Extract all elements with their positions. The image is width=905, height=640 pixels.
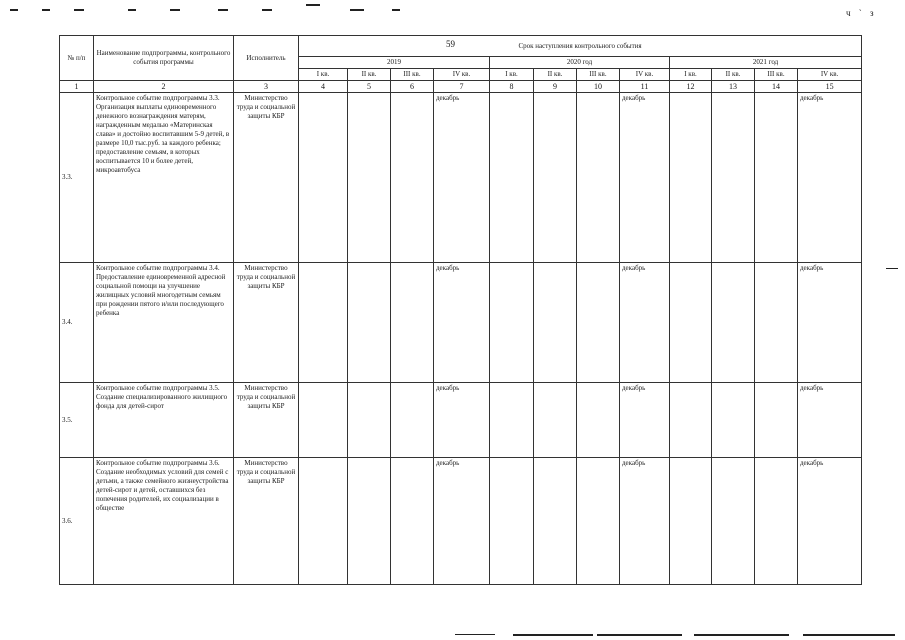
- table-row: [60, 93, 862, 263]
- header-row-title: [60, 36, 862, 57]
- scan-mark: [694, 634, 789, 636]
- header-event-name: Наименование подпрограммы, контрольного события программы: [94, 36, 234, 81]
- term-2020-q4: декабрь: [620, 263, 670, 383]
- term-2020-q4: декабрь: [620, 458, 670, 585]
- term-cell: [670, 93, 712, 263]
- row-number: 3.5.: [60, 383, 94, 458]
- corner-mark: ч ` з: [846, 8, 877, 18]
- term-cell: [299, 458, 348, 585]
- header-quarter: I кв.: [670, 69, 712, 81]
- term-2021-q4: декабрь: [798, 383, 862, 458]
- term-cell: [391, 263, 434, 383]
- header-quarter: IV кв.: [798, 69, 862, 81]
- term-cell: [348, 263, 391, 383]
- term-cell: [534, 458, 577, 585]
- column-number: 13: [712, 81, 755, 93]
- scan-mark: [170, 9, 180, 11]
- term-cell: [577, 263, 620, 383]
- scan-mark: [597, 634, 682, 636]
- scan-mark: [803, 634, 895, 636]
- term-2020-q4: декабрь: [620, 93, 670, 263]
- column-number-row: [60, 81, 862, 93]
- term-cell: [299, 383, 348, 458]
- column-number: 10: [577, 81, 620, 93]
- term-cell: [670, 263, 712, 383]
- term-2021-q4: декабрь: [798, 263, 862, 383]
- header-executor: Исполнитель: [234, 36, 299, 81]
- table-row: [60, 263, 862, 383]
- event-description: Контрольное событие подпрограммы 3.4. Предоставление единовременной адресной социальной помощи на улучшение жилищных условий многодетным семьям при рождении пятого и/или последующего ребенка: [94, 263, 234, 383]
- column-number: 4: [299, 81, 348, 93]
- term-2021-q4: декабрь: [798, 93, 862, 263]
- term-2019-q4: декабрь: [434, 263, 490, 383]
- table-row: [60, 458, 862, 585]
- term-cell: [299, 263, 348, 383]
- column-number: 6: [391, 81, 434, 93]
- scan-mark: [392, 9, 400, 11]
- term-cell: [348, 93, 391, 263]
- scan-mark: [262, 9, 272, 11]
- column-number: 9: [534, 81, 577, 93]
- term-cell: [755, 263, 798, 383]
- term-cell: [712, 263, 755, 383]
- executor: Министерство труда и социальной защиты КБР: [234, 383, 299, 458]
- term-cell: [490, 263, 534, 383]
- term-2020-q4: декабрь: [620, 383, 670, 458]
- column-number: 12: [670, 81, 712, 93]
- column-number: 1: [60, 81, 94, 93]
- header-quarter: IV кв.: [620, 69, 670, 81]
- header-quarter: II кв.: [348, 69, 391, 81]
- term-cell: [534, 263, 577, 383]
- column-number: 8: [490, 81, 534, 93]
- header-quarter: III кв.: [755, 69, 798, 81]
- event-description: Контрольное событие подпрограммы 3.5. Создание специализированного жилищного фонда для детей-сирот: [94, 383, 234, 458]
- term-cell: [577, 93, 620, 263]
- term-cell: [712, 383, 755, 458]
- column-number: 5: [348, 81, 391, 93]
- row-number: 3.4.: [60, 263, 94, 383]
- header-year: 2020 год: [490, 57, 670, 69]
- table-row: [60, 383, 862, 458]
- scan-mark: [10, 9, 18, 11]
- executor: Министерство труда и социальной защиты КБР: [234, 93, 299, 263]
- header-quarter: IV кв.: [434, 69, 490, 81]
- column-number: 14: [755, 81, 798, 93]
- row-number: 3.6.: [60, 458, 94, 585]
- term-cell: [490, 458, 534, 585]
- term-cell: [577, 383, 620, 458]
- header-quarter: III кв.: [391, 69, 434, 81]
- term-2019-q4: декабрь: [434, 93, 490, 263]
- term-cell: [490, 93, 534, 263]
- column-number: 7: [434, 81, 490, 93]
- term-cell: [348, 458, 391, 585]
- executor: Министерство труда и социальной защиты КБР: [234, 458, 299, 585]
- term-cell: [712, 93, 755, 263]
- column-number: 2: [94, 81, 234, 93]
- scan-mark: [455, 634, 495, 635]
- term-cell: [712, 458, 755, 585]
- column-number: 11: [620, 81, 670, 93]
- header-quarter: III кв.: [577, 69, 620, 81]
- event-description: Контрольное событие подпрограммы 3.3. Организация выплаты единовременного денежного вознаграждения матерям, награжденным медалью «Материнская слава» и достойно воспитавшим 5-9 детей, в размере 10,0 тыс.руб. за каждого ребенка; предоставление семьям, в которых воспитывается 10 и более детей, микроавтобуса: [94, 93, 234, 263]
- term-cell: [755, 458, 798, 585]
- scan-mark: [42, 9, 50, 11]
- page-number: 59: [446, 39, 455, 49]
- term-cell: [577, 458, 620, 585]
- term-2019-q4: декабрь: [434, 458, 490, 585]
- term-cell: [348, 383, 391, 458]
- column-number: 15: [798, 81, 862, 93]
- scan-mark: [128, 9, 136, 11]
- scan-mark: [306, 4, 320, 6]
- header-quarter: II кв.: [534, 69, 577, 81]
- term-cell: [755, 93, 798, 263]
- event-description: Контрольное событие подпрограммы 3.6. Создание необходимых условий для семей с детьми, а также семейного жизнеустройства детей-сирот и детей, оставшихся без попечения родителей, их социализации в обществе: [94, 458, 234, 585]
- term-cell: [534, 93, 577, 263]
- term-cell: [391, 383, 434, 458]
- header-year: 2019: [299, 57, 490, 69]
- header-quarter: II кв.: [712, 69, 755, 81]
- term-2019-q4: декабрь: [434, 383, 490, 458]
- header-quarter: I кв.: [490, 69, 534, 81]
- term-2021-q4: декабрь: [798, 458, 862, 585]
- header-num: № п/п: [60, 36, 94, 81]
- scan-mark: [513, 634, 593, 636]
- term-cell: [299, 93, 348, 263]
- scan-mark: [74, 9, 84, 11]
- scan-mark: [886, 268, 898, 269]
- term-cell: [755, 383, 798, 458]
- term-cell: [391, 93, 434, 263]
- term-cell: [490, 383, 534, 458]
- header-term: Срок наступления контрольного события: [299, 36, 862, 57]
- term-cell: [534, 383, 577, 458]
- executor: Министерство труда и социальной защиты КБР: [234, 263, 299, 383]
- term-cell: [670, 383, 712, 458]
- control-events-table: [59, 35, 862, 585]
- term-cell: [670, 458, 712, 585]
- term-cell: [391, 458, 434, 585]
- header-quarter: I кв.: [299, 69, 348, 81]
- row-number: 3.3.: [60, 93, 94, 263]
- column-number: 3: [234, 81, 299, 93]
- header-year: 2021 год: [670, 57, 862, 69]
- scan-mark: [350, 9, 364, 11]
- scan-mark: [218, 9, 228, 11]
